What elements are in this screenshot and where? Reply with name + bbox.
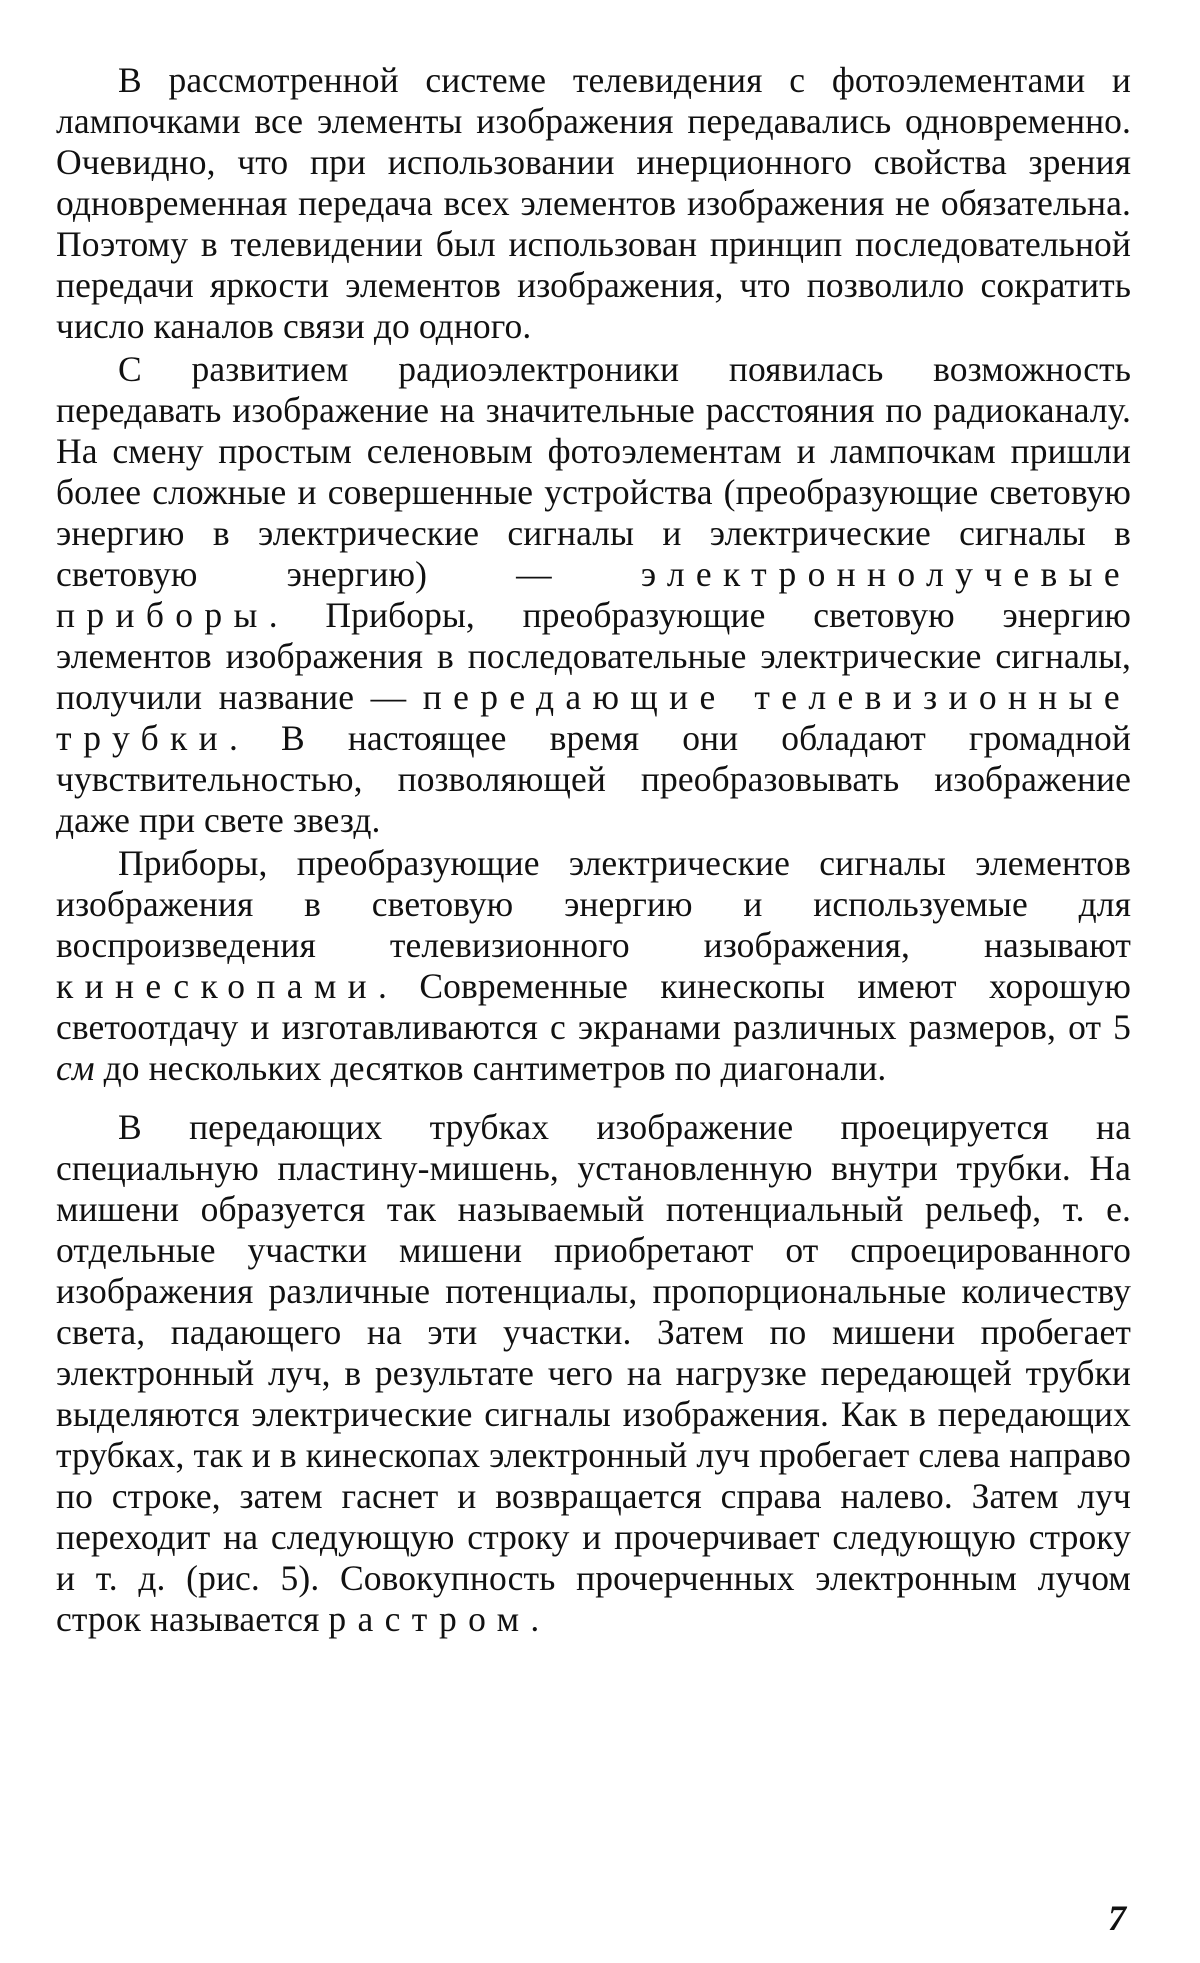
- term-transmitting-tubes: передающие телевизионные трубки: [56, 677, 1131, 758]
- paragraph-2-text-3: . В настоящее время они обладают громадной чувствительностью, позволяющей преобразовывать изображение даже при свете звезд.: [56, 718, 1131, 840]
- paragraph-3-text-3: до нескольких десятков сантиметров по диагонали.: [94, 1048, 887, 1088]
- term-electron-beam-devices: электроннолучевые приборы: [56, 554, 1131, 635]
- paragraph-4-text-1: В передающих трубках изображение проецируется на специальную пластину-мишень, установленную внутри трубки. На мишени образуется так называемый потенциальный рельеф, т. е. отдельные участки мишени приобретают от спроецированного изображения различные потенциалы, пропорциональные количеству света, падающего на эти участки. Затем по мишени пробегает электронный луч, в результате чего на нагрузке передающей трубки выделяются электрические сигналы изображения. Как в передающих трубках, так и в кинескопах электронный луч пробегает слева направо по строке, затем гаснет и возвращается справа налево. Затем луч переходит на следующую строку и прочерчивает следующую строку и т. д. (рис. 5). Совокупность прочерченных электронным лучом строк называется: [56, 1107, 1131, 1639]
- paragraph-2-text-1: С развитием радиоэлектроники появилась возможность передавать изображение на значительные расстояния по радиоканалу. На смену простым селеновым фотоэлементам и лампочкам пришли более сложные и совершенные устройства (преобразующие световую энергию в электрические сигналы и электрические сигналы в световую энергию) —: [56, 349, 1131, 594]
- term-kinescopes: кинескопами: [56, 966, 379, 1006]
- page-number: 7: [1108, 1898, 1126, 1938]
- paragraph-4-text-2: .: [530, 1599, 540, 1639]
- paragraph-3-text-1: Приборы, преобразующие электрические сигналы элементов изображения в световую энергию и используемые для воспроизведения телевизионного изображения, называют: [56, 843, 1131, 965]
- paragraph-3-text-2: . Современные кинескопы имеют хорошую светоотдачу и изготавливаются с экранами различных размеров, от 5: [56, 966, 1131, 1047]
- paragraph-2: [56, 349, 1131, 841]
- page-body: [56, 60, 1131, 1640]
- paragraph-1: [56, 60, 1131, 347]
- paragraph-2-text-2: . Приборы, преобразующие световую энергию элементов изображения в последовательные электрические сигналы, получили название —: [56, 595, 1131, 717]
- term-raster: растром: [328, 1599, 531, 1639]
- paragraph-3: [56, 843, 1131, 1089]
- paragraph-4: [56, 1107, 1131, 1640]
- unit-cm: см: [56, 1048, 95, 1088]
- paragraph-1-text: В рассмотренной системе телевидения с фотоэлементами и лампочками все элементы изображения передавались одновременно. Очевидно, что при использовании инерционного свойства зрения одновременная передача всех элементов изображения не обязательна. Поэтому в телевидении был использован принцип последовательной передачи яркости элементов изображения, что позволило сократить число каналов связи до одного.: [56, 60, 1131, 346]
